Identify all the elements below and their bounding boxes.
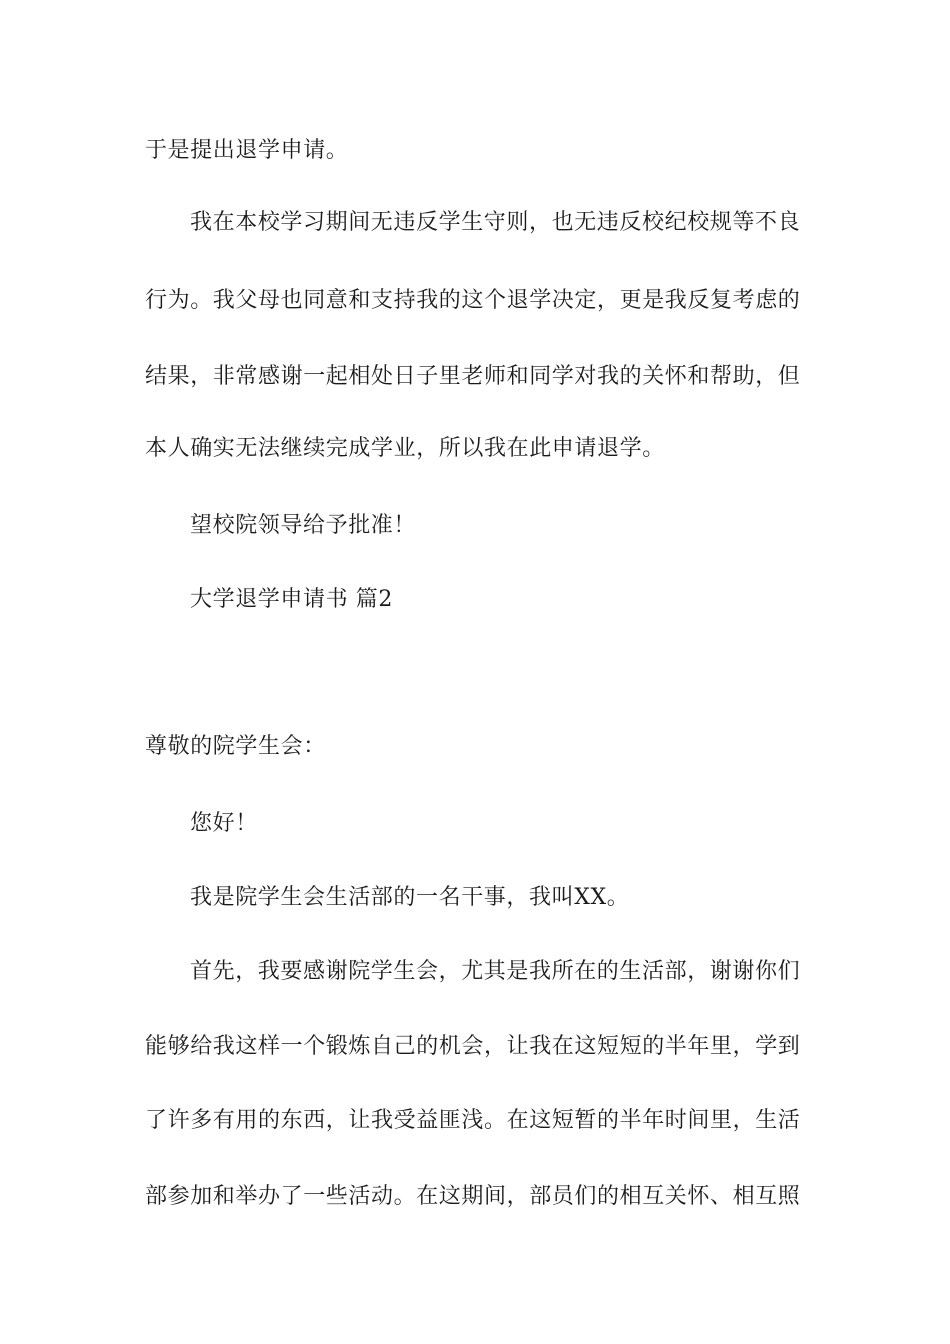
salutation: 尊敬的院学生会： (145, 734, 326, 759)
paragraph-line: 行为。我父母也同意和支持我的这个退学决定，更是我反复考虑的 (145, 288, 801, 313)
paragraph-line: 了许多有用的东西，让我受益匪浅。在这短暂的半年时间里，生活 (145, 1108, 801, 1133)
paragraph-line: 本人确实无法继续完成学业，所以我在此申请退学。 (145, 436, 665, 461)
paragraph-line: 望校院领导给予批准！ (190, 513, 417, 538)
paragraph-line: 首先，我要感谢院学生会，尤其是我所在的生活部，谢谢你们 (190, 959, 801, 984)
paragraph-line: 能够给我这样一个锻炼自己的机会，让我在这短短的半年里，学到 (145, 1034, 801, 1059)
section-heading: 大学退学申请书 篇2 (190, 587, 393, 612)
paragraph-line: 结果，非常感谢一起相处日子里老师和同学对我的关怀和帮助，但 (145, 364, 801, 389)
greeting: 您好！ (190, 811, 258, 836)
paragraph-line: 部参加和举办了一些活动。在这期间，部员们的相互关怀、相互照 (145, 1184, 801, 1209)
paragraph-line: 我在本校学习期间无违反学生守则，也无违反校纪校规等不良 (190, 210, 801, 235)
paragraph-line: 我是院学生会生活部的一名干事，我叫XX。 (190, 885, 630, 910)
paragraph-line: 于是提出退学申请。 (145, 138, 349, 163)
